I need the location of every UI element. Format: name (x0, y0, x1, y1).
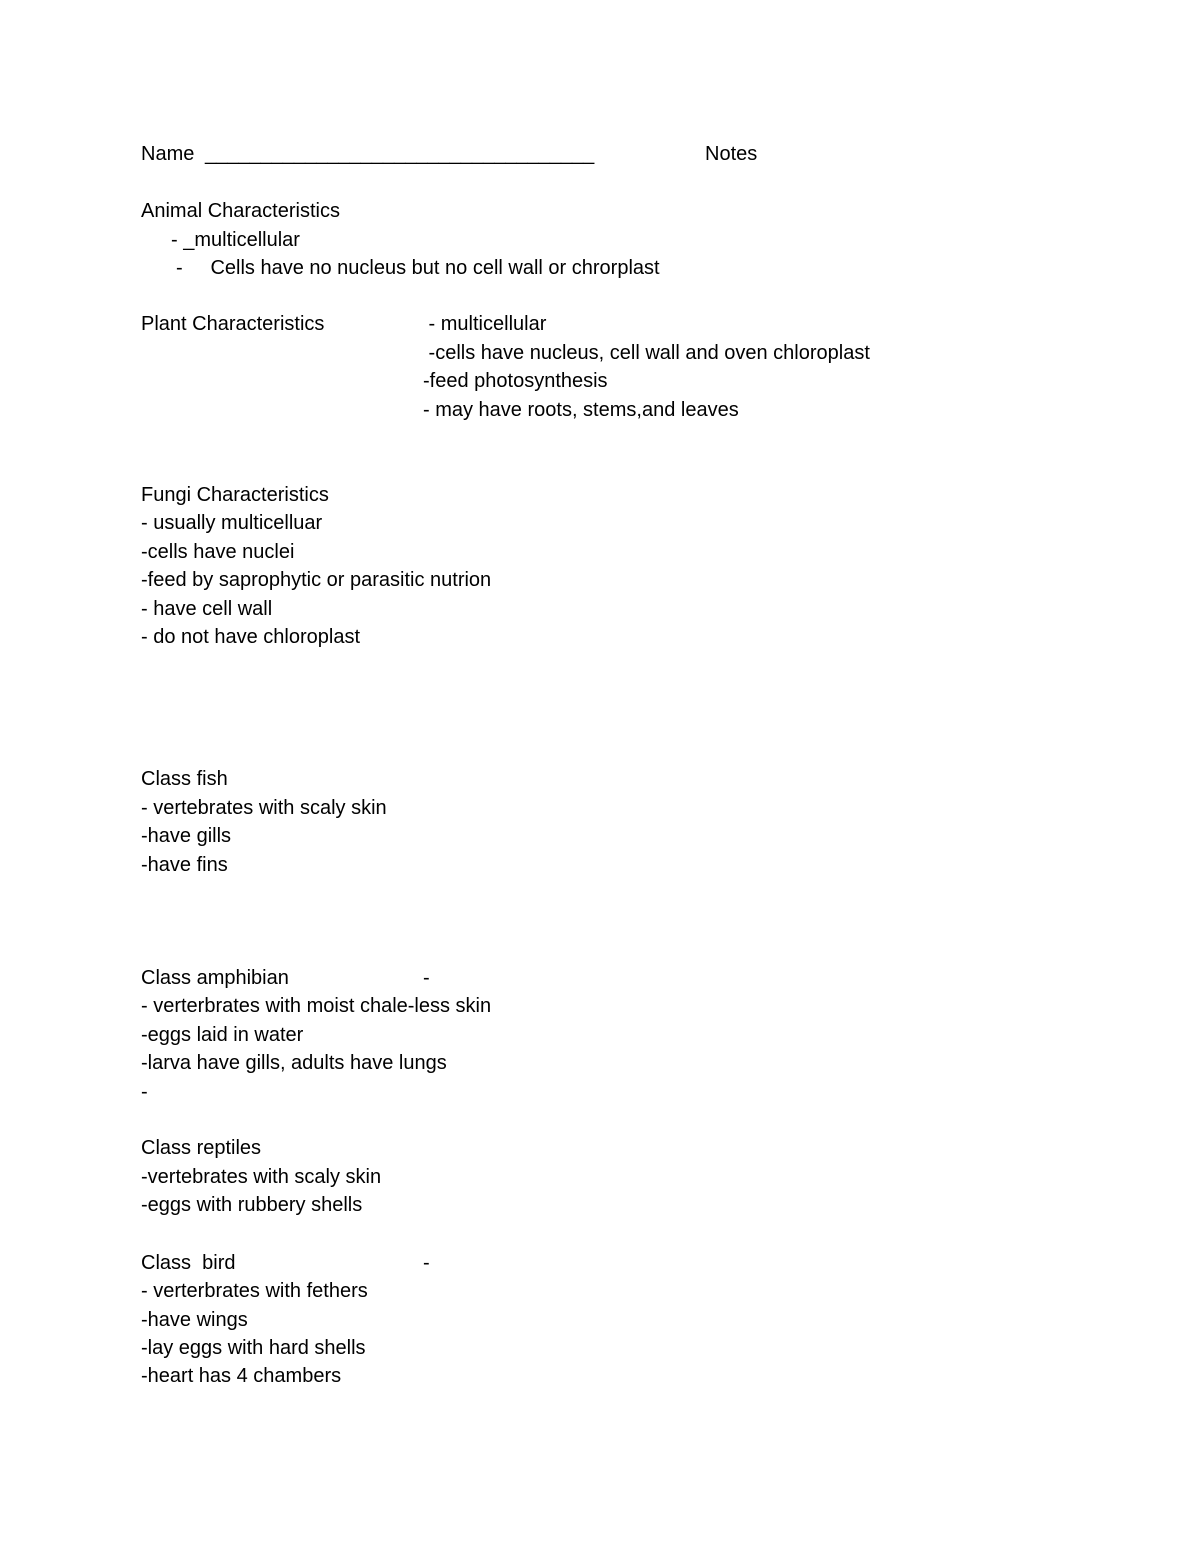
fungi-item: -cells have nuclei (141, 541, 295, 563)
bird-item: -heart has 4 chambers (141, 1365, 342, 1387)
bird-side-dash: - (423, 1252, 430, 1274)
amphibian-side-dash: - (423, 967, 430, 989)
plant-heading: Plant Characteristics (141, 313, 325, 335)
fungi-item: - do not have chloroplast (141, 626, 361, 648)
bird-heading: Class bird (141, 1252, 236, 1274)
amphibian-item: - verterbrates with moist chale-less skin (141, 995, 492, 1017)
reptiles-heading: Class reptiles (141, 1137, 262, 1159)
bird-item: -lay eggs with hard shells (141, 1337, 366, 1359)
fungi-heading: Fungi Characteristics (141, 484, 329, 506)
animal-item: - Cells have no nucleus but no cell wall or chrorplast (176, 257, 660, 279)
reptiles-item: -eggs with rubbery shells (141, 1194, 363, 1216)
notes-label: Notes (705, 143, 758, 165)
animal-heading: Animal Characteristics (141, 200, 340, 222)
plant-item: -cells have nucleus, cell wall and oven chloroplast (423, 342, 870, 364)
reptiles-item: -vertebrates with scaly skin (141, 1166, 382, 1188)
plant-item: - multicellular (423, 313, 547, 335)
amphibian-heading: Class amphibian (141, 967, 289, 989)
amphibian-item: - (141, 1081, 148, 1103)
name-label: Name (141, 143, 195, 165)
bird-item: -have wings (141, 1309, 248, 1331)
fungi-item: - have cell wall (141, 598, 273, 620)
amphibian-item: -eggs laid in water (141, 1024, 304, 1046)
fish-item: -have gills (141, 825, 232, 847)
fish-item: -have fins (141, 854, 228, 876)
fungi-item: -feed by saprophytic or parasitic nutrion (141, 569, 492, 591)
amphibian-item: -larva have gills, adults have lungs (141, 1052, 447, 1074)
fungi-item: - usually multicelluar (141, 512, 323, 534)
plant-item: -feed photosynthesis (423, 370, 608, 392)
animal-item: - _multicellular (171, 229, 300, 251)
plant-item: - may have roots, stems,and leaves (423, 399, 739, 421)
bird-item: - verterbrates with fethers (141, 1280, 368, 1302)
fish-item: - vertebrates with scaly skin (141, 797, 387, 819)
fish-heading: Class fish (141, 768, 228, 790)
name-blank-line: ___________________________________ (205, 143, 595, 165)
